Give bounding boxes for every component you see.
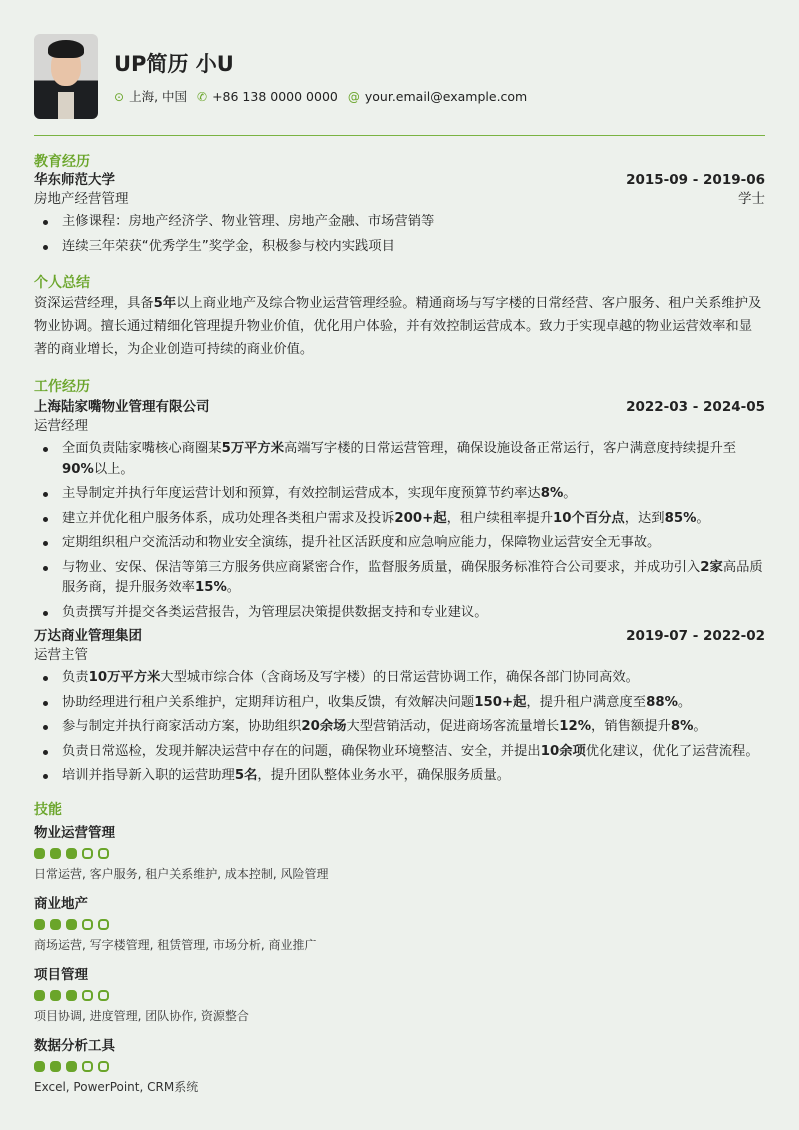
highlight-text: 10个百分点: [553, 510, 625, 526]
highlight-text: 200+起: [394, 510, 447, 526]
empty-dot-icon: [82, 848, 93, 859]
filled-dot-icon: [34, 848, 45, 859]
skill-item: [34, 965, 765, 1024]
skill-keywords: 日常运营, 客户服务, 租户关系维护, 成本控制, 风险管理: [34, 866, 329, 881]
text: 主修课程：房地产经济学、物业管理、房地产金融、市场营销等: [62, 214, 435, 229]
school-name: 华东师范大学: [34, 172, 115, 188]
education-bullets: [34, 212, 765, 257]
text: 高品质服务商，提升服务效率: [62, 559, 763, 595]
filled-dot-icon: [66, 919, 77, 930]
summary-text: [34, 292, 765, 361]
company-name: 万达商业管理集团: [34, 628, 142, 644]
highlight-text: 90%: [62, 461, 94, 477]
text: ，提升租户满意度至: [526, 694, 647, 710]
text: 大型营销活动，促进商场客流量增长: [346, 719, 560, 734]
text: 负责: [62, 670, 89, 685]
highlight-text: 15%: [194, 580, 227, 595]
text: ，销售额提升: [591, 719, 671, 734]
contact-info: [114, 87, 527, 105]
highlight-text: 20余场: [301, 719, 347, 734]
highlight-text: 8%: [540, 486, 564, 501]
text: ，提升团队整体业务水平，确保服务质量。: [257, 768, 511, 783]
text: 。: [693, 719, 707, 734]
filled-dot-icon: [66, 990, 77, 1001]
email[interactable]: your.email@example.com: [364, 88, 528, 104]
highlight-text: 5名: [234, 768, 258, 783]
filled-dot-icon: [34, 1061, 45, 1072]
highlight-text: 5万平方米: [221, 441, 285, 456]
bullet-item: [34, 533, 765, 554]
job-dates: 2022-03 - 2024-05: [626, 399, 765, 415]
work-section: [34, 376, 765, 787]
filled-dot-icon: [50, 848, 61, 859]
text: 以上。: [93, 461, 134, 477]
job-role: 运营主管: [34, 647, 88, 663]
text: 定期组织租户交流活动和物业安全演练，提升社区活跃度和应急响应能力，保障物业运营安全无事故。: [62, 535, 661, 550]
bullet-item: [34, 212, 765, 233]
bullet-item: [34, 693, 765, 714]
education-section: [34, 151, 765, 257]
empty-dot-icon: [82, 1061, 93, 1072]
text: 高端写字楼的日常运营管理，确保设施设备正常运行，客户满意度持续提升至: [284, 441, 737, 456]
skills-list: [34, 823, 765, 1095]
text: 参与制定并执行商家活动方案，协助组织: [62, 719, 302, 734]
highlight-text: 10余项: [540, 743, 586, 759]
highlight-text: 12%: [559, 719, 592, 734]
filled-dot-icon: [66, 1061, 77, 1072]
text: 以上商业地产及综合物业运营管理经验。精通商场与写字楼的日常经营、客户服务、租户关系维护及物业协调。擅长通过精细化管理提升物业价值，优化用户体验，并有效控制运营成本。致力于实现卓越的物业运营效率和显著的商业增长，为企业创造可持续的商业价值。: [34, 296, 762, 357]
email-icon: @: [347, 89, 360, 104]
job-dates: 2019-07 - 2022-02: [626, 628, 765, 644]
text: 负责撰写并提交各类运营报告，为管理层决策提供数据支持和专业建议。: [62, 604, 488, 620]
skills-section: [34, 799, 765, 1095]
major: 房地产经营管理: [34, 191, 129, 207]
filled-dot-icon: [66, 848, 77, 859]
skill-level-rating: [34, 1061, 765, 1072]
bullet-item: [34, 603, 765, 624]
text: 。: [226, 580, 241, 595]
empty-dot-icon: [98, 848, 109, 859]
phone-icon: ✆: [197, 89, 208, 104]
text: 。: [563, 486, 577, 501]
text: 。: [696, 510, 710, 526]
text: 负责日常巡检，发现并解决运营中存在的问题，确保物业环境整洁、安全，并提出: [62, 743, 541, 759]
highlight-text: 150+起: [474, 694, 527, 710]
skill-keywords: 商场运营, 写字楼管理, 租赁管理, 市场分析, 商业推广: [34, 937, 317, 952]
phone: +86 138 0000 0000: [212, 88, 338, 104]
text: 。: [677, 694, 692, 710]
skill-item: [34, 1036, 765, 1095]
bullet-item: [34, 742, 765, 763]
highlight-text: 85%: [664, 510, 697, 526]
profile-photo: [34, 34, 98, 119]
summary-section: [34, 272, 765, 361]
highlight-text: 2家: [700, 559, 723, 575]
skill-name: 数据分析工具: [34, 1037, 115, 1054]
text: 全面负责陆家嘴核心商圈某: [62, 441, 222, 456]
text: 协助经理进行租户关系维护，定期拜访租户，收集反馈，有效解决问题: [62, 694, 475, 710]
section-title: 个人总结: [34, 275, 90, 291]
company-name: 上海陆家嘴物业管理有限公司: [34, 399, 210, 415]
highlight-text: 88%: [646, 694, 678, 710]
highlight-text: 8%: [670, 719, 694, 734]
filled-dot-icon: [34, 990, 45, 1001]
skill-name: 商业地产: [34, 895, 88, 912]
text: 优化建议，优化了运营流程。: [585, 743, 759, 759]
skill-keywords: Excel, PowerPoint, CRM系统: [34, 1079, 199, 1094]
text: ，达到: [624, 510, 665, 526]
job-role: 运营经理: [34, 418, 88, 434]
job-entry: [34, 398, 765, 623]
empty-dot-icon: [98, 1061, 109, 1072]
filled-dot-icon: [34, 919, 45, 930]
skill-level-rating: [34, 848, 765, 859]
skill-level-rating: [34, 990, 765, 1001]
location-icon: ⊙: [114, 90, 125, 104]
section-title: 工作经历: [34, 379, 90, 395]
skill-name: 项目管理: [34, 966, 88, 983]
filled-dot-icon: [50, 1061, 61, 1072]
bullet-item: [34, 484, 765, 505]
filled-dot-icon: [50, 990, 61, 1001]
empty-dot-icon: [82, 919, 93, 930]
text: 连续三年荣获“优秀学生”奖学金，积极参与校内实践项目: [62, 238, 395, 254]
section-title: 教育经历: [34, 154, 90, 170]
section-title: 技能: [34, 801, 62, 818]
bullet-item: [34, 558, 765, 599]
bullet-item: [34, 509, 765, 530]
text: 培训并指导新入职的运营助理: [62, 768, 235, 783]
resume-header: [34, 34, 765, 136]
highlight-text: 5年: [153, 296, 177, 311]
highlight-text: 10万平方米: [88, 670, 161, 685]
bullet-item: [34, 439, 765, 480]
job-entry: [34, 627, 765, 787]
bullet-item: [34, 766, 765, 787]
empty-dot-icon: [82, 990, 93, 1001]
empty-dot-icon: [98, 919, 109, 930]
text: 大型城市综合体（含商场及写字楼）的日常运营协调工作，确保各部门协同高效。: [160, 670, 639, 685]
candidate-name: UP简历 小U: [114, 52, 234, 76]
job-bullets: [34, 668, 765, 787]
skill-name: 物业运营管理: [34, 824, 115, 841]
job-bullets: [34, 439, 765, 623]
location: 上海, 中国: [129, 89, 188, 104]
text: 主导制定并执行年度运营计划和预算，有效控制运营成本，实现年度预算节约率达: [62, 486, 541, 501]
bullet-item: [34, 717, 765, 738]
text: 资深运营经理，具备: [34, 296, 154, 311]
skill-item: [34, 823, 765, 882]
text: 建立并优化租户服务体系，成功处理各类租户需求及投诉: [62, 510, 395, 526]
degree: 学士: [738, 191, 765, 207]
education-dates: 2015-09 - 2019-06: [626, 172, 765, 188]
skill-item: [34, 894, 765, 953]
text: 与物业、安保、保洁等第三方服务供应商紧密合作，监督服务质量，确保服务标准符合公司要求，并成功引入: [62, 559, 701, 575]
text: ，租户续租率提升: [446, 510, 553, 526]
empty-dot-icon: [98, 990, 109, 1001]
skill-level-rating: [34, 919, 765, 930]
bullet-item: [34, 668, 765, 689]
filled-dot-icon: [50, 919, 61, 930]
bullet-item: [34, 237, 765, 258]
skill-keywords: 项目协调, 进度管理, 团队协作, 资源整合: [34, 1008, 249, 1023]
